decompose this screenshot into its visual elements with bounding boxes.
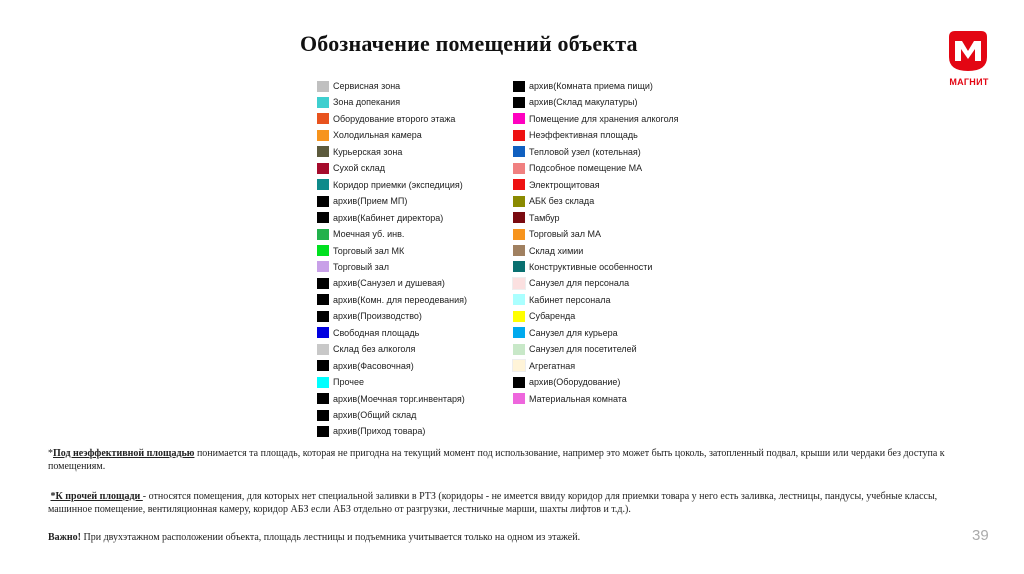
legend-swatch [317,294,329,305]
legend-swatch [317,146,329,157]
legend-swatch [317,130,329,141]
legend-item [513,326,618,340]
legend-label: Субаренда [529,311,576,322]
legend-swatch [317,311,329,322]
page-number: 39 [972,527,989,544]
legend-label: Электрощитовая [529,179,600,190]
legend-swatch [513,113,525,124]
legend-swatch [317,212,329,223]
legend-swatch [513,179,525,190]
legend-label: архив(Моечная торг.инвентаря) [333,393,465,404]
legend-label: Прочее [333,377,364,388]
legend-item [513,79,653,93]
legend-swatch [317,229,329,240]
legend-item [317,227,404,241]
legend-label: Помещение для хранения алкоголя [529,113,679,124]
legend-item [317,161,385,175]
legend-label: Агрегатная [529,360,576,371]
legend-swatch [317,360,329,371]
legend-label: Тамбур [529,212,560,223]
legend-item [513,244,583,258]
legend-item [317,95,400,109]
legend-swatch [513,327,525,338]
logo-text: МАГНИТ [949,77,989,87]
legend-label: Торговый зал МК [333,245,405,256]
legend-label: архив(Приход товара) [333,426,426,437]
legend-item [513,359,575,373]
legend-label: Торговый зал [333,261,390,272]
legend-item [513,194,594,208]
legend-label: архив(Кабинет директора) [333,212,444,223]
legend-label: Санузел для персонала [529,278,630,289]
legend-label: Торговый зал МА [529,229,602,240]
legend-swatch [513,163,525,174]
legend-label: Сухой склад [333,163,385,174]
legend-swatch [317,377,329,388]
legend-swatch [513,130,525,141]
legend-swatch [317,245,329,256]
legend-item [317,178,463,192]
legend-swatch [317,196,329,207]
legend-label: архив(Производство) [333,311,422,322]
legend-item [317,244,404,258]
legend-label: Санузел для посетителей [529,344,637,355]
legend-item [317,128,422,142]
legend-item [317,326,419,340]
legend-item [513,112,679,126]
legend-item [513,178,600,192]
legend-label: архив(Общий склад [333,410,417,420]
legend-swatch [317,327,329,338]
legend-label: архив(Прием МП) [333,196,408,207]
legend-item [317,424,425,438]
legend-swatch [513,261,525,272]
legend-item [513,392,627,406]
legend-label: Курьерская зона [333,146,403,157]
legend-item [317,194,407,208]
legend-swatch [317,261,329,272]
legend-label: Зона допекания [333,97,401,108]
legend-swatch [513,377,525,388]
legend-label: Холодильная камера [333,130,422,141]
legend-label: Оборудование второго этажа [333,113,456,124]
legend-label: архив(Комната приема пищи) [529,81,653,91]
legend-label: Тепловой узел (котельная) [529,146,641,157]
legend-item [513,128,638,142]
legend-label: архив(Оборудование) [529,377,621,388]
legend-swatch [317,179,329,190]
legend-label: Материальная комната [529,393,627,404]
legend-label: Склад без алкоголя [333,344,416,355]
legend-swatch [317,278,329,289]
legend-item [317,293,467,307]
legend-swatch [513,146,525,157]
legend-label: архив(Склад макулатуры) [529,97,638,108]
legend-item [513,95,637,109]
legend-item [317,79,400,93]
legend-swatch [317,410,329,421]
legend-swatch [513,344,525,355]
legend-item [317,276,445,290]
legend-label: Склад химии [529,245,584,256]
legend-item [513,276,629,290]
legend-swatch [317,163,329,174]
legend-swatch [513,393,525,404]
legend-label: архив(Комн. для переодевания) [333,294,468,305]
legend-label: Свободная площадь [333,327,420,338]
note-other-area: *К прочей площади - относятся помещения, для которых нет специальной заливки в РТЗ (коридоры - не имеется ввиду коридор для приемки товара у него есть заливка, лестницы, пандусы, учебные классы, машинное помещение, вентиляционная камеру, коридор АБЗ если АБЗ отдельно от разгрузки, лестничные марши, шахты лифтов и т.д.). [48,491,938,515]
legend-item [317,145,402,159]
legend-item [513,211,560,225]
legend-swatch [513,212,525,223]
legend-item [317,211,443,225]
legend-item [317,309,422,323]
note-ineffective-term: Под неэффективной площадью [53,448,195,459]
legend-item [513,293,610,307]
legend-label: Санузел для курьера [529,327,618,338]
magnit-logo [944,27,992,75]
legend-swatch [317,393,329,404]
legend-item [317,342,415,356]
legend-swatch [513,81,525,92]
legend-label: архив(Фасовочная) [333,360,414,371]
legend-item [513,309,575,323]
magnit-logo-mark [944,27,992,75]
page-title: Обозначение помещений объекта [300,31,638,56]
legend-label: Сервисная зона [333,81,401,91]
legend-swatch [317,426,329,437]
legend-item [513,161,642,175]
legend-label: Моечная уб. инв. [333,229,405,240]
legend-label: Подсобное помещение МА [529,163,643,174]
legend-swatch [513,245,525,256]
legend-item [317,260,389,274]
legend-item [317,112,455,126]
legend-swatch [513,97,525,108]
legend-label: Неэффективная площадь [529,130,638,141]
legend-swatch [513,196,525,207]
legend-swatch [513,294,525,305]
note-important-label: Важно! [48,532,82,543]
legend-item [317,359,414,373]
note-important: Важно! При двухэтажном расположении объекта, площадь лестницы и подъемника учитывается только на одном из этажей. [48,532,581,543]
note-ineffective-area: *Под неэффективной площадью понимается та площадь, которая не пригодна на текущий момент под использование, например это может быть цоколь, затопленный подвал, крыши или чердаки без доступа к помещениям. [48,448,945,472]
legend-swatch [317,344,329,355]
legend-item [513,145,641,159]
legend-item [513,342,637,356]
legend-item [317,392,465,406]
legend-swatch [317,97,329,108]
legend-item [513,227,601,241]
legend-swatch [317,81,329,92]
legend-swatch [513,360,525,371]
legend-swatch [513,311,525,322]
legend-swatch [513,278,525,289]
legend-label: Коридор приемки (экспедиция) [333,179,463,190]
note-other-term: *К прочей площади [50,491,143,502]
legend-item [513,260,652,274]
legend-label: АБК без склада [529,196,595,207]
legend-item [317,375,364,389]
legend-label: Конструктивные особенности [529,261,653,272]
legend-swatch [513,229,525,240]
legend-label: Кабинет персонала [529,294,611,305]
legend-label: архив(Санузел и душевая) [333,278,445,289]
legend-item [513,375,620,389]
legend-swatch [317,113,329,124]
legend-item [317,408,416,422]
